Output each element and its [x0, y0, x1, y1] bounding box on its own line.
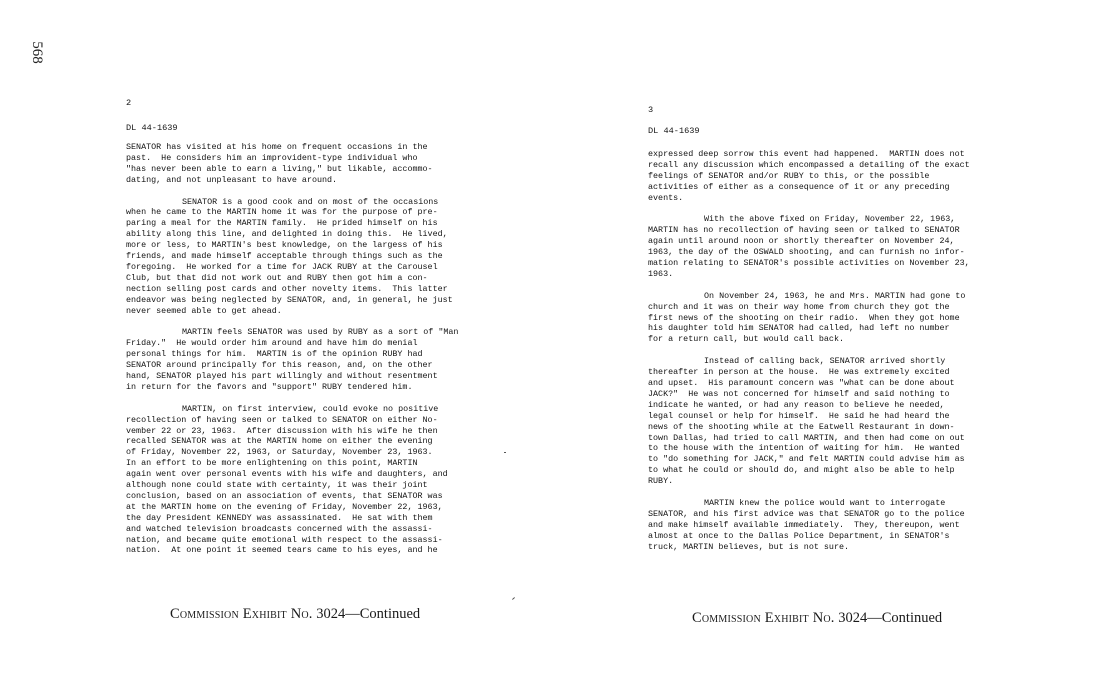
text-line: Instead of calling back, SENATOR arrived shortly	[704, 356, 946, 367]
text-line: MARTIN knew the police would want to interrogate	[704, 497, 946, 508]
text-line: endeavor was being neglected by SENATOR, and, in general, he just	[126, 294, 453, 305]
text-line: to what he could or should do, and might also be able to help	[648, 465, 955, 476]
text-line: SENATOR around principally for this reason, and, on the other	[126, 360, 433, 371]
right-paragraph	[648, 149, 1008, 204]
text-line: to the house with the intention of waiting for him. He wanted	[648, 443, 960, 454]
text-line: feelings of SENATOR and/or RUBY to this, or the possible	[648, 170, 930, 181]
text-line: of Friday, November 22, 1963, or Saturday, November 23, 1963.	[126, 447, 433, 458]
text-line: nation. At one point it seemed tears came to his eyes, and he	[126, 545, 438, 556]
left-page-number: 2	[126, 98, 132, 108]
text-line: SENATOR is a good cook and on most of the occasions	[182, 196, 439, 207]
text-line: vember 22 or 23, 1963. After discussion with his wife he then	[126, 425, 438, 436]
right-exhibit-caption	[692, 610, 942, 627]
left-page-body	[126, 142, 496, 567]
text-line: ability along this line, and delighted in doing this. He lived,	[126, 229, 448, 240]
text-line: recall any discussion which encompassed a detailing of the exact	[648, 159, 970, 170]
right-paragraph	[648, 498, 1008, 553]
text-line: "has never been able to earn a living," but likable, accommo-	[126, 163, 433, 174]
scan-speck	[512, 597, 515, 600]
text-line: expressed deep sorrow this event had happened. MARTIN does not	[648, 149, 965, 159]
text-line: nation, and became quite emotional with respect to the assassi-	[126, 534, 443, 545]
text-line: hand, SENATOR played his part willingly and without resentment	[126, 371, 438, 381]
text-line: almost at once to the Dallas Police Department, in SENATOR's	[648, 530, 950, 541]
text-line: activities of either as a consequence of it or any preceding	[648, 181, 950, 192]
right-page-number: 3	[648, 105, 654, 115]
text-line: more or less, to MARTIN's best knowledge, on the largess of his	[126, 240, 443, 251]
text-line: On November 24, 1963, he and Mrs. MARTIN had gone to	[704, 290, 966, 301]
left-caption-prefix: Commission Exhibit No.	[170, 606, 313, 622]
left-paragraph	[126, 327, 496, 392]
text-line: again went over personal events with his wife and daughters, and	[126, 469, 448, 480]
text-line: first news of the shooting on their radio. When they got home	[648, 312, 960, 323]
text-line: and watched television broadcasts concerned with the assassi-	[126, 523, 433, 534]
right-paragraph	[648, 356, 1008, 487]
text-line: RUBY.	[648, 476, 674, 487]
text-line: SENATOR, and his first advice was that SENATOR go to the police	[648, 508, 965, 519]
text-line: recollection of having seen or talked to SENATOR on either No-	[126, 414, 438, 425]
text-line: truck, MARTIN believes, but is not sure.	[648, 541, 850, 552]
text-line: 1963.	[648, 268, 674, 279]
text-line: MARTIN feels SENATOR was used by RUBY as a sort of "Man	[182, 327, 459, 338]
right-page-body	[648, 149, 1008, 563]
text-line: although none could state with certainty, it was their joint	[126, 480, 428, 491]
right-paragraph	[648, 291, 1008, 346]
text-line: for a return call, but would call back.	[648, 334, 845, 345]
text-line: paring a meal for the MARTIN family. He prided himself on his	[126, 218, 438, 229]
text-line: personal things for him. MARTIN is of the opinion RUBY had	[126, 349, 423, 360]
text-line: past. He considers him an improvident-type individual who	[126, 152, 418, 163]
text-line: MARTIN has no recollection of having seen or talked to SENATOR	[648, 225, 960, 236]
left-file-number: DL 44-1639	[126, 123, 178, 133]
text-line: dating, and not unpleasant to have around.	[126, 174, 338, 185]
left-paragraph	[126, 142, 496, 186]
left-exhibit-caption	[170, 606, 420, 623]
right-caption-rest: 3024—Continued	[834, 610, 943, 626]
text-line: SENATOR has visited at his home on frequent occasions in the	[126, 142, 428, 152]
right-file-number: DL 44-1639	[648, 126, 700, 136]
text-line: foregoing. He worked for a time for JACK RUBY at the Carousel	[126, 261, 438, 272]
text-line: church and it was on their way home from church they got the	[648, 301, 950, 312]
text-line: the day President KENNEDY was assassinated. He sat with them	[126, 512, 433, 523]
text-line: town Dallas, had tried to call MARTIN, and then had come on out	[648, 432, 965, 443]
text-line: MARTIN, on first interview, could evoke no positive	[182, 403, 439, 414]
text-line: when he came to the MARTIN home it was for the purpose of pre-	[126, 207, 438, 218]
text-line: nection selling post cards and other novelty items. This latter	[126, 283, 448, 294]
text-line: his daughter told him SENATOR had called, had left no number	[648, 323, 950, 334]
scan-speck	[504, 452, 506, 453]
text-line: events.	[648, 192, 684, 203]
left-caption-rest: 3024—Continued	[312, 606, 421, 622]
text-line: and upset. His paramount concern was "what can be done about	[648, 377, 955, 388]
left-paragraph	[126, 404, 496, 557]
text-line: In an effort to be more enlightening on this point, MARTIN	[126, 458, 418, 469]
text-line: thereafter in person at the house. He was extremely excited	[648, 367, 950, 378]
text-line: to "do something for JACK," and felt MARTIN could advise him as	[648, 454, 965, 465]
text-line: again until around noon or shortly thereafter on November 24,	[648, 236, 955, 247]
text-line: With the above fixed on Friday, November 22, 1963,	[704, 214, 956, 225]
text-line: Club, but that did not work out and RUBY then got him a con-	[126, 272, 428, 283]
text-line: legal counsel or help for himself. He said he had heard the	[648, 410, 950, 421]
text-line: Friday." He would order him around and have him do menial	[126, 338, 418, 349]
text-line: mation relating to SENATOR's possible activities on November 23,	[648, 258, 970, 269]
text-line: in return for the favors and "support" RUBY tendered him.	[126, 381, 413, 392]
text-line: at the MARTIN home on the evening of Friday, November 22, 1963,	[126, 501, 443, 512]
text-line: and make himself available immediately. They, thereupon, went	[648, 519, 960, 530]
volume-page-number: 568	[28, 41, 45, 64]
text-line: recalled SENATOR was at the MARTIN home on either the evening	[126, 436, 433, 447]
text-line: conclusion, based on an association of events, that SENATOR was	[126, 490, 443, 501]
text-line: JACK?" He was not concerned for himself and said nothing to	[648, 388, 950, 399]
text-line: news of the shooting while at the Eatwell Restaurant in down-	[648, 421, 955, 432]
right-caption-prefix: Commission Exhibit No.	[692, 610, 835, 626]
left-paragraph	[126, 197, 496, 317]
text-line: friends, and made himself acceptable through things such as the	[126, 251, 443, 262]
text-line: 1963, the day of the OSWALD shooting, and can furnish no infor-	[648, 247, 965, 258]
text-line: indicate he wanted, or had any reason to believe he needed,	[648, 399, 945, 410]
text-line: never seemed able to get ahead.	[126, 305, 282, 316]
right-paragraph	[648, 214, 1008, 279]
